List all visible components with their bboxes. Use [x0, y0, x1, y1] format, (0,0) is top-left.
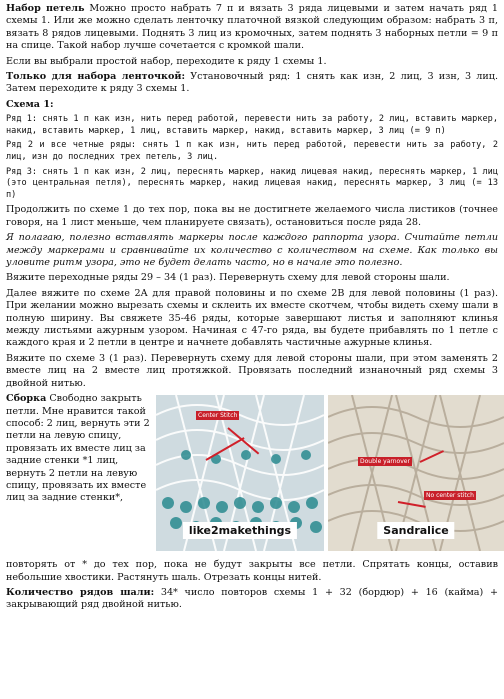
photo-tag-like2makethings: like2makethings	[183, 522, 297, 539]
lace-photo-like2makethings	[156, 395, 324, 551]
photo-tag-sandralice: Sandralice	[377, 522, 454, 539]
center-stitch-callout: Center Stitch	[198, 412, 238, 420]
intro-label: Набор петель	[6, 3, 85, 14]
ribbon-paragraph	[6, 71, 498, 96]
simple-start-paragraph: Если вы выбрали простой набор, переходите к ряду 1 схемы 1.	[6, 55, 327, 67]
assembly-label: Сборка	[6, 393, 47, 405]
scheme-2-paragraph: Далее вяжите по схеме 2А для правой половины и по схеме 2В для левой половины (1 раз). При желании можно вырезать схемы и склеить их вместе скотчем, чтобы видеть схему шали в полную ширину. Вы свяжете 35-46 ряды, которые завершают листья и заполняют клинья между листьями ажурным узором. Начиная с 47-го ряда, вы будете прибавлять по 1 петле с каждого края и 2 петли в центре и начнете добавлять частичные ажурные клинья.	[6, 287, 498, 349]
row-count-label: Количество рядов шали:	[6, 586, 155, 598]
no-center-stitch-callout: No center stitch	[426, 492, 474, 500]
continue-paragraph: Продолжить по схеме 1 до тех пор, пока вы не достигнете желаемого числа листиков (точнее говоря, на 1 лист меньше, чем планируете связать), остановиться после ряда 28.	[6, 204, 498, 228]
row-1-instruction: Ряд 1: снять 1 п как изн, нить перед работой, перевести нить за работу, 2 лиц, вставить маркер, накид, вставить маркер, 1 лиц, вставить маркер, накид, вставить маркер, 3 лиц (= 9 п)	[6, 114, 498, 136]
assembly-column	[6, 393, 152, 505]
row-count-text: 34* число повторов схемы 1 + 32 (бордюр) + 16 (кайма) + закрывающий ряд двойной нитью.	[6, 586, 498, 611]
ribbon-label: Только для набора ленточкой:	[6, 71, 186, 83]
scheme-1-title: Схема 1:	[6, 98, 54, 110]
note-paragraph: Я полагаю, полезно вставлять маркеры после каждого раппорта узора. Считайте петли между маркерами и сравнивайте их количество с количеством на схеме. Как только вы уловите ритм узора, это не будет делать часто, но в начале это полезно.	[6, 232, 498, 269]
assembly-text: Свободно закрыть петли. Мне нравится такой способ: 2 лиц, вернуть эти 2 петли на левую спицу, провязать их вместе лиц за задние стенки *1 лиц, вернуть 2 петли на левую спицу, провязать их вместе лиц за задние стенки*,	[6, 393, 150, 504]
assembly-paragraph	[6, 393, 152, 505]
row-count-paragraph	[6, 587, 498, 612]
scheme-3-paragraph: Вяжите по схеме 3 (1 раз). Перевернуть схему для левой стороны шали, при этом заменять 2 вместе лиц на 2 вместе лиц протяжкой. Провязать последний изнаночный ряд схемы 3 двойной нитью.	[6, 352, 498, 389]
transition-paragraph: Вяжите переходные ряды 29 – 34 (1 раз). Перевернуть схему для левой стороны шали.	[6, 272, 450, 284]
lace-photo-sandralice	[328, 395, 504, 551]
row-2-instruction: Ряд 2 и все четные ряды: снять 1 п как изн, нить перед работой, перевести нить за работу, 2 лиц, изн до последних трех петель, 3 лиц.	[6, 140, 498, 163]
ribbon-text: Установочный ряд: 1 снять как изн, 2 лиц, 3 изн, 3 лиц. Затем переходите к ряду 3 схемы 1.	[6, 71, 499, 95]
intro-text: Можно просто набрать 7 п и вязать 3 ряда лицевыми и затем начать ряд 1 схемы 1. Или же можно сделать ленточку платочной вязкой следующим образом: набрать 3 п, вязать 8 рядов лицевыми. Поднять 3 лиц из кромочных, затем поднять 3 наборных петли = 9 п на спице. Такой набор лучше сочетается с кромкой шали.	[6, 3, 499, 52]
row-3-instruction: Ряд 3: снять 1 п как изн, 2 лиц, переснять маркер, накид лицевая накид, переснять маркер, 1 лиц (это центральная петля), переснять маркер, накид лицевая накид, переснять маркер, 3 лиц (= 13 п)	[6, 166, 498, 200]
assembly-section	[6, 393, 498, 559]
double-yarnover-callout: Double yarnover	[360, 458, 410, 466]
assembly-tail-paragraph: повторять от * до тех пор, пока не будут закрыты все петли. Спрятать концы, оставив небольшие хвостики. Растянуть шаль. Отрезать концы нитей.	[6, 559, 498, 583]
intro-paragraph	[6, 3, 498, 53]
